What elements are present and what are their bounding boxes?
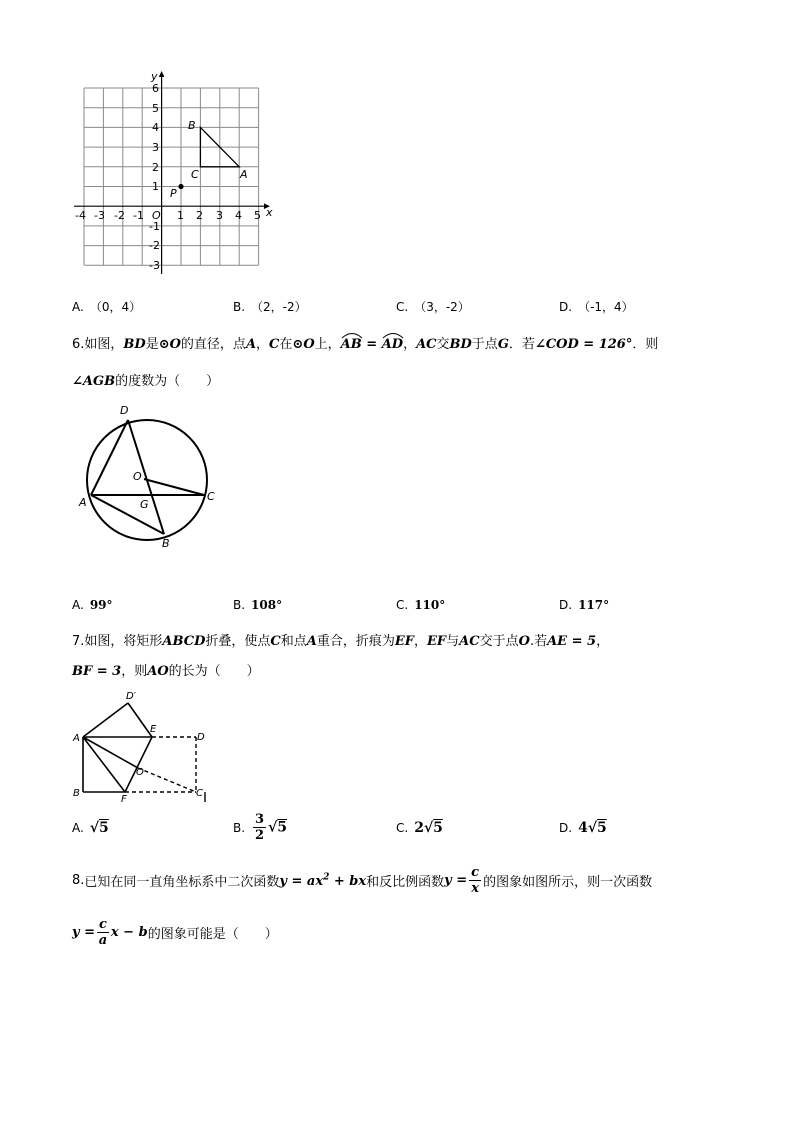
- q5-option-b: [233, 298, 307, 315]
- point-c-label: C: [191, 168, 199, 181]
- stem-text: ，: [414, 634, 428, 649]
- q5-option-a: [72, 298, 141, 315]
- option-value: √5: [268, 819, 288, 836]
- q6-option-d: [559, 598, 609, 612]
- stem-text: 折叠，使点: [205, 634, 271, 649]
- y-tick-label: 4: [152, 121, 159, 134]
- option-label: C.: [396, 821, 409, 835]
- radicand: 5: [433, 820, 443, 836]
- math-eq: =: [361, 337, 382, 352]
- option-value: √5: [89, 820, 109, 836]
- point-e-label: E: [150, 724, 157, 735]
- math-circle-o: ⊙O: [158, 337, 181, 352]
- arc-ab-text: AB: [340, 337, 362, 352]
- y-tick-label: 2: [152, 161, 159, 174]
- q7-option-b: [233, 813, 287, 842]
- point-a-label: A: [73, 733, 80, 744]
- q6-option-b: [233, 598, 282, 612]
- math-c: C: [269, 337, 280, 352]
- x-tick-label: 4: [235, 209, 242, 222]
- math-ef: EF: [427, 634, 447, 649]
- stem-text: 的直径，点: [180, 337, 246, 352]
- math-a: A: [245, 337, 257, 352]
- q6-option-a: [72, 598, 113, 612]
- point-b-label: B: [162, 537, 170, 550]
- option-value: 4√5: [578, 820, 607, 836]
- y-tick-label: -2: [149, 239, 160, 252]
- x-tick-label: 2: [196, 209, 203, 222]
- coef: 2: [414, 820, 424, 836]
- quad-rest: + bx: [329, 873, 367, 889]
- y-tick-label: 6: [152, 82, 159, 95]
- grid-lines: [84, 88, 259, 265]
- stem-text: ，: [256, 337, 270, 352]
- q7-option-d: [559, 820, 607, 836]
- option-text: （0，4）: [89, 300, 142, 314]
- segment-oc-dashed: [138, 768, 196, 792]
- radicand: 5: [597, 820, 607, 836]
- stem-text: ，则: [121, 664, 148, 679]
- point-b-label: B: [188, 119, 196, 132]
- inverse-y: y =: [444, 873, 468, 888]
- stem-text: 重合，折痕为: [316, 634, 395, 649]
- y-tick-label: 3: [152, 141, 159, 154]
- stem-text: .若: [529, 634, 548, 649]
- point-a-label: A: [79, 496, 87, 509]
- q7-option-c: [396, 820, 443, 836]
- q5-option-d: [559, 298, 634, 315]
- q6-stem-line2: [72, 370, 219, 389]
- point-d-prime-label: D′: [126, 691, 136, 702]
- inverse-fraction: [469, 866, 481, 895]
- stem-text: 交: [436, 337, 450, 352]
- stem-text: 已知在同一直角坐标系中二次函数: [84, 875, 280, 890]
- stem-text: ，: [596, 634, 610, 649]
- math-g: G: [497, 337, 509, 352]
- point-g-label: G: [140, 498, 149, 511]
- stem-text: 的图象可能是（ ）: [147, 927, 278, 942]
- math-angle-cod: ∠COD = 126°: [534, 337, 633, 352]
- y-tick-label: -3: [149, 259, 160, 272]
- option-text: （-1，4）: [578, 300, 634, 314]
- math-ef: EF: [394, 634, 414, 649]
- x-tick-label: 3: [216, 209, 223, 222]
- x-tick-label: -4: [75, 209, 86, 222]
- q8-stem-line2: [72, 918, 278, 947]
- math-ae: AE = 5: [547, 634, 597, 649]
- segment-oc: [144, 479, 204, 495]
- stem-text: 与: [446, 634, 460, 649]
- math-a: A: [306, 634, 317, 649]
- math-bd: BD: [449, 337, 472, 352]
- point-p: [178, 184, 183, 189]
- question-number: 8.: [72, 873, 85, 888]
- y-axis-arrow: [159, 71, 165, 77]
- denominator: x: [471, 881, 479, 896]
- point-p-label: P: [170, 187, 177, 200]
- coef: 4: [578, 820, 588, 836]
- arc-ab: [341, 337, 362, 352]
- x-axis-label: x: [266, 206, 273, 219]
- q6-circle-figure: [72, 400, 222, 552]
- math-o: O: [518, 634, 530, 649]
- math-bd: BD: [123, 337, 146, 352]
- option-text: 117°: [578, 598, 610, 612]
- math-bf: BF = 3: [72, 664, 122, 679]
- q6-option-c: [396, 598, 445, 612]
- q7-stem-line2: [72, 660, 260, 679]
- point-c-label: C: [196, 788, 203, 799]
- option-label: B.: [233, 820, 246, 835]
- math-c: C: [270, 634, 281, 649]
- point-b-label: B: [73, 788, 80, 799]
- x-tick-label: -1: [133, 209, 144, 222]
- segment-ad-prime: [83, 703, 128, 737]
- point-o-label: O: [136, 767, 144, 778]
- segment-d-prime-e: [128, 703, 152, 737]
- numerator: c: [98, 917, 107, 932]
- math-ao: AO: [147, 664, 169, 679]
- segment-ef: [125, 737, 152, 792]
- y-axis-label: y: [151, 70, 158, 83]
- linear-rest: x − b: [110, 925, 148, 940]
- question-number: 7.: [72, 634, 85, 649]
- y-tick-label: 1: [152, 180, 159, 193]
- stem-text: 如图，: [84, 337, 124, 352]
- q5-option-c: [396, 298, 470, 315]
- option-label: D.: [559, 821, 573, 835]
- point-f-label: F: [121, 794, 127, 805]
- arc-icon: [382, 331, 404, 339]
- option-label: A.: [72, 300, 84, 314]
- option-label: D.: [559, 300, 573, 314]
- stem-text: 和点: [280, 634, 307, 649]
- point-c-label: C: [207, 490, 215, 503]
- question-number: 6.: [72, 337, 85, 352]
- option-text: 108°: [251, 598, 283, 612]
- x-tick-label: -2: [114, 209, 125, 222]
- stem-text: 的图象如图所示，则一次函数: [483, 875, 653, 890]
- denominator: 2: [255, 828, 265, 843]
- quad-y: y = ax: [279, 873, 324, 889]
- stem-text: 在: [279, 337, 293, 352]
- linear-fraction: [97, 918, 109, 947]
- option-text: 99°: [89, 598, 113, 612]
- option-label: C.: [396, 300, 409, 314]
- radicand: 5: [99, 820, 109, 836]
- q7-option-a: [72, 820, 109, 836]
- stem-text: 是: [145, 337, 159, 352]
- option-label: C.: [396, 598, 409, 612]
- math-ac: AC: [416, 337, 437, 352]
- option-label: B.: [233, 300, 246, 314]
- point-o-label: O: [133, 470, 142, 483]
- option-text: （3，-2）: [414, 300, 470, 314]
- option-text: （2，-2）: [251, 300, 307, 314]
- q7-stem-line1: [72, 630, 609, 649]
- option-value: 2√5: [414, 820, 443, 836]
- x-tick-label: 1: [177, 209, 184, 222]
- option-text: 110°: [414, 598, 446, 612]
- option-label: A.: [72, 821, 84, 835]
- stem-text: 如图，将矩形: [84, 634, 163, 649]
- radicand: 5: [277, 819, 288, 836]
- stem-text: 交于点: [479, 634, 519, 649]
- option-label: B.: [233, 598, 246, 612]
- math-circle-o: ⊙O: [292, 337, 315, 352]
- x-tick-label: -3: [94, 209, 105, 222]
- x-tick-label: 5: [254, 209, 261, 222]
- y-tick-label: 5: [152, 102, 159, 115]
- fraction: [253, 813, 266, 842]
- quadratic-function: [279, 874, 366, 889]
- point-a-label: A: [240, 168, 248, 181]
- point-d-label: D: [120, 404, 129, 417]
- q8-stem-line1: [72, 866, 652, 895]
- math-angle-agb: ∠AGB: [72, 374, 116, 389]
- segment-ao: [83, 737, 138, 768]
- math-abcd: ABCD: [162, 634, 206, 649]
- linear-y: y =: [72, 925, 95, 940]
- stem-text: 和反比例函数: [366, 875, 445, 890]
- arc-ad: [382, 337, 403, 352]
- stem-text: ，: [403, 337, 417, 352]
- segment-af: [83, 737, 125, 792]
- numerator: c: [471, 865, 480, 880]
- option-label: D.: [559, 598, 573, 612]
- quad-exponent: 2: [323, 872, 330, 883]
- math-ac: AC: [459, 634, 480, 649]
- q5-coordinate-figure: [70, 68, 275, 278]
- stem-text: 于点: [471, 337, 498, 352]
- q7-rectangle-figure: [70, 688, 220, 806]
- y-tick-label: -1: [149, 220, 160, 233]
- stem-text: ．则: [632, 337, 659, 352]
- q6-stem-line1: [72, 333, 658, 352]
- segment-ad: [91, 420, 128, 495]
- option-label: A.: [72, 598, 84, 612]
- stem-text: 的度数为（ ）: [115, 374, 220, 389]
- stem-text: ．若: [508, 337, 535, 352]
- stem-text: 的长为（ ）: [168, 664, 260, 679]
- stem-text: 上，: [314, 337, 341, 352]
- denominator: a: [98, 933, 108, 948]
- origin-label: O: [152, 209, 161, 222]
- numerator: 3: [255, 812, 265, 827]
- arc-ad-text: AD: [381, 337, 404, 352]
- arc-icon: [341, 331, 363, 339]
- point-d-label: D: [197, 732, 205, 743]
